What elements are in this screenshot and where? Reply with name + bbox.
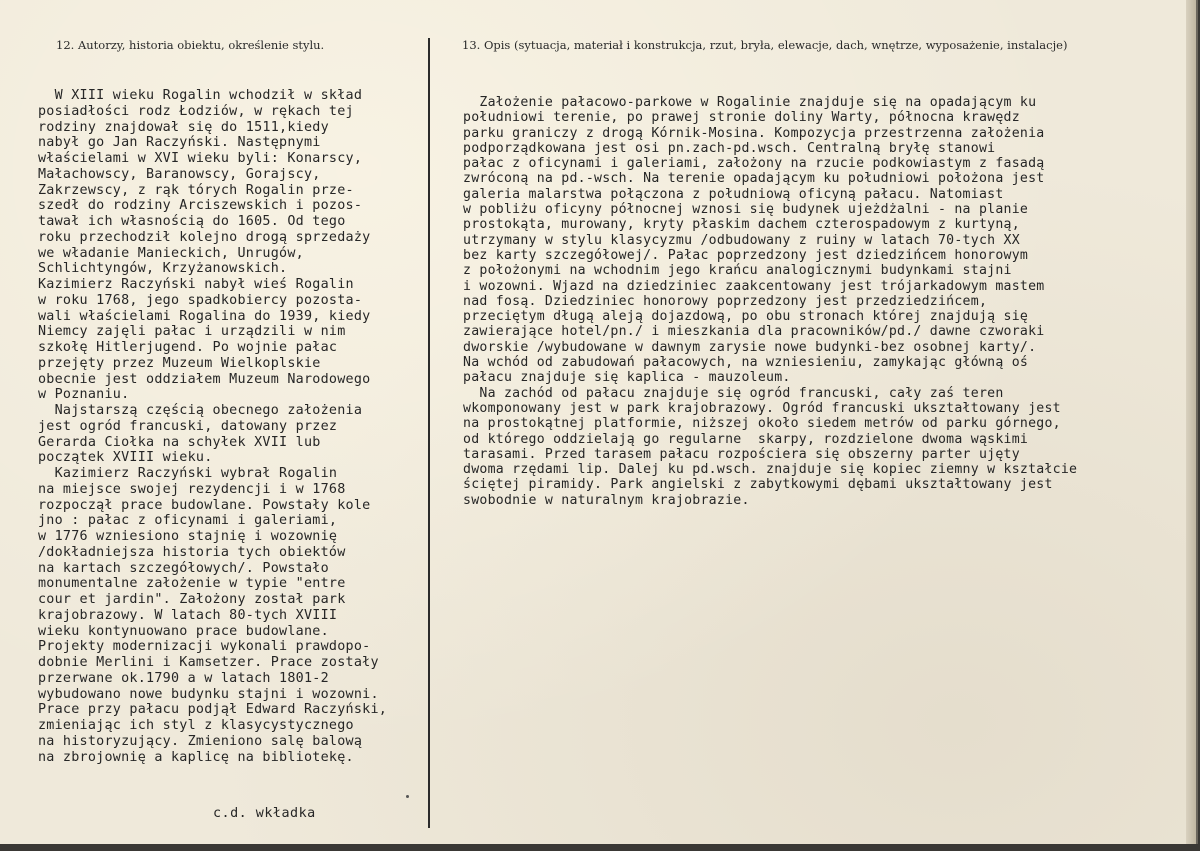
history-text-line: początek XVIII wieku. <box>38 450 213 466</box>
history-text-line: monumentalne założenie w typie "entre <box>38 576 346 592</box>
description-text-line: dwoma rzędami lip. Dalej ku pd.wsch. znajduje się kopiec ziemny w kształcie <box>463 462 1078 478</box>
section-12-heading: 12. Autorzy, historia obiektu, określenie stylu. <box>56 38 325 52</box>
history-text-line: zmieniając ich styl z klasycystycznego <box>38 718 354 733</box>
history-text-line: Prace przy pałacu podjął Edward Raczyński, <box>38 702 388 718</box>
history-text-line: roku przechodził kolejno drogą sprzedaży <box>38 229 371 245</box>
description-text-line: parku graniczy z drogą Kórnik-Mosina. Kompozycja przestrzenna założenia <box>463 125 1045 141</box>
history-text-line: Najstarszą częścią obecnego założenia <box>38 403 363 418</box>
history-text-line: Zakrzewscy, z rąk tórych Rogalin prze- <box>38 182 354 198</box>
history-text-line: na miejsce swojej rezydencji i w 1768 <box>38 481 346 497</box>
description-text-line: na prostokątnej platformie, niższej około siedem metrów od parku górnego, <box>463 416 1061 432</box>
history-text-line: Małachowscy, Baranowscy, Gorajscy, <box>38 166 321 182</box>
history-text-line: na kartach szczegółowych/. Powstało <box>38 560 329 576</box>
history-column <box>38 88 426 765</box>
history-text-line: nabył go Jan Raczyński. Następnymi <box>38 135 321 151</box>
history-text-line: cour et jardin". Założony został park <box>38 592 346 607</box>
history-text-line: jest ogród francuski, datowany przez <box>38 418 338 434</box>
history-text-line: Projekty modernizacji wykonali prawdopo- <box>38 639 371 655</box>
history-text-line: tawał ich własnością do 1605. Od tego <box>38 214 346 229</box>
description-text-line: Na wchód od zabudowań pałacowych, na wzniesieniu, zamykając główną oś <box>463 355 1029 371</box>
history-text-line: właścielami w XVI wieku byli: Konarscy, <box>38 151 363 166</box>
history-text-line: Gerarda Ciołka na schyłek XVII lub <box>38 434 321 450</box>
description-text-line: pałac z oficynami i galeriami, założony na rzucie podkowiastym z fasadą <box>463 156 1045 172</box>
history-text-line: wieku kontynuowano prace budowlane. <box>38 623 329 639</box>
description-text-line: utrzymany w stylu klasycyzmu /odbudowany z ruiny w latach 70-tych XX <box>463 232 1020 248</box>
description-text-line: zwróconą na pd.-wsch. Na terenie opadającym ku południowi położona jest <box>463 171 1045 187</box>
description-text-line: Założenie pałacowo-parkowe w Rogalinie znajduje się na opadającym ku <box>463 95 1037 110</box>
history-text-line: w roku 1768, jego spadkobiercy pozosta- <box>38 292 363 308</box>
description-text-line: Na zachód od pałacu znajduje się ogród francuski, cały zaś teren <box>463 385 1004 401</box>
history-text-line: jno : pałac z oficynami i galeriami, <box>38 513 338 529</box>
description-text-line: dworskie /wybudowane w dawnym zarysie nowe budynki-bez osobnej karty/. <box>463 339 1037 355</box>
history-text-line: szedł do rodziny Arciszewskich i pozos- <box>38 198 363 214</box>
description-text-line: zawierające hotel/pn./ i mieszkania dla pracowników/pd./ dawne czworaki <box>463 324 1045 340</box>
description-text-line: wkomponowany jest w park krajobrazowy. Ogród francuski ukształtowany jest <box>463 400 1061 416</box>
history-text-line: we władanie Manieckich, Unrugów, <box>38 245 304 261</box>
history-text-line: wybudowano nowe budynku stajni i wozowni. <box>38 686 379 702</box>
scan-background <box>0 844 1200 851</box>
history-text-line: W XIII wieku Rogalin wchodził w skład <box>38 88 363 103</box>
history-text-line: rodziny znajdował się do 1511,kiedy <box>38 119 329 135</box>
description-text-line: tarasami. Przed tarasem pałacu rozpościera się obszerny parter ujęty <box>463 446 1020 462</box>
history-text-line: w Poznaniu. <box>38 387 130 403</box>
history-text-line: rozpoczął prace budowlane. Powstały kole <box>38 497 371 513</box>
section-13-heading: 13. Opis (sytuacja, materiał i konstrukcja, rzut, bryła, elewacje, dach, wnętrze, wyposażenie, instalacje) <box>462 38 1068 52</box>
history-text-line: w 1776 wzniesiono stajnię i wozownię <box>38 529 338 544</box>
description-text-line: z położonymi na wchodnim jego krańcu analogicznymi budynkami stajni <box>463 263 1012 279</box>
description-text-line: i wozowni. Wjazd na dziedziniec zaakcentowany jest trójarkadowym mastem <box>463 278 1045 294</box>
history-text-line: Kazimierz Raczyński nabył wieś Rogalin <box>38 277 354 292</box>
description-text-line: galeria malarstwa połączona z południową oficyną pałacu. Natomiast <box>463 186 1004 202</box>
history-text-line: /dokładniejsza historia tych obiektów <box>38 544 346 560</box>
history-text-line: Schlichtyngów, Krzyżanowskich. <box>38 261 288 277</box>
history-text-line: na historyzujący. Zmieniono salę balową <box>38 733 363 749</box>
history-text-line: Kazimierz Raczyński wybrał Rogalin <box>38 466 338 481</box>
column-divider <box>428 38 430 828</box>
description-text-line: podporządkowana jest osi pn.zach-pd.wsch. Centralną bryłę stanowi <box>463 140 996 156</box>
history-text-line: posiadłości rodz Łodziów, w rękach tej <box>38 103 354 119</box>
description-text-line: bez karty szczegółowej/. Pałac poprzedzony jest dziedzińcem honorowym <box>463 247 1029 263</box>
description-text-line: nad fosą. Dziedziniec honorowy poprzedzony jest przedziedzińcem, <box>463 293 988 309</box>
ink-dot <box>406 795 409 798</box>
description-text-line: ściętej piramidy. Park angielski z zabytkowymi dębami ukształtowany jest <box>463 477 1053 493</box>
description-text-line: w pobliżu oficyny północnej wznosi się budynek ujeżdżalni - na planie <box>463 202 1029 218</box>
history-text-line: Niemcy zajęli pałac i urządzili w nim <box>38 324 346 340</box>
description-text-line: pałacu znajduje się kaplica - mauzoleum. <box>463 370 791 386</box>
continuation-note: c.d. wkładka <box>213 806 316 821</box>
history-text-line: szkołę Hitlerjugend. Po wojnie pałac <box>38 340 338 355</box>
description-text-line: od którego oddzielają go regularne skarpy, rozdzielone dwoma wąskimi <box>463 431 1029 447</box>
history-text-line: dobnie Merlini i Kamsetzer. Prace zostały <box>38 655 379 670</box>
description-text-line: przeciętym długą aleją dojazdową, po obu stronach której znajdują się <box>463 309 1029 325</box>
history-text-line: na zbrojownię a kaplicę na bibliotekę. <box>38 749 354 765</box>
description-text-line: prostokąta, murowany, kryty płaskim dachem czterospadowym z kurtyną, <box>463 217 1020 233</box>
history-text-line: przejęty przez Muzeum Wielkoplskie <box>38 355 321 371</box>
history-text-line: wali właścielami Rogalina do 1939, kiedy <box>38 308 371 324</box>
history-text-line: przerwane ok.1790 a w latach 1801-2 <box>38 670 329 686</box>
history-text-line: obecnie jest oddziałem Muzeum Narodowego <box>38 371 371 387</box>
description-text-line: południowi terenie, po prawej stronie doliny Warty, północna krawędz <box>463 110 1020 126</box>
description-text-line: swobodnie w naturalnym krajobrazie. <box>463 492 750 508</box>
history-text-line: krajobrazowy. W latach 80-tych XVIII <box>38 607 338 623</box>
description-column <box>463 95 1191 508</box>
